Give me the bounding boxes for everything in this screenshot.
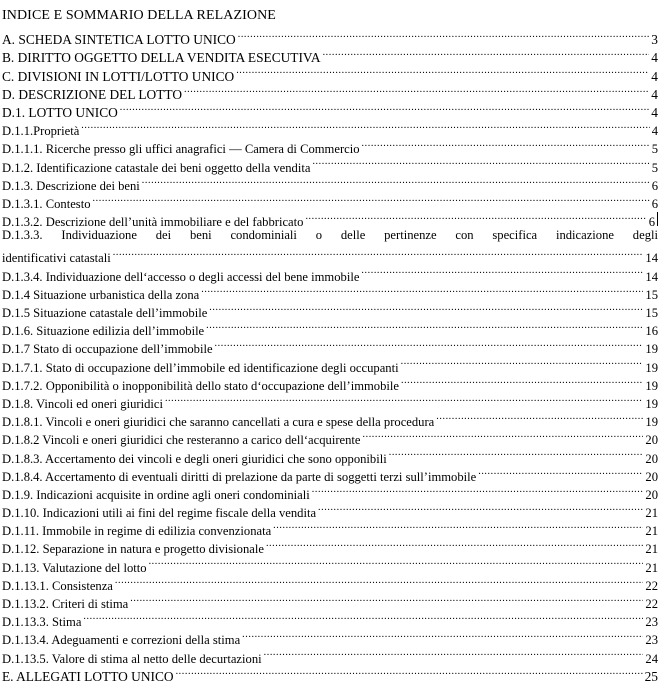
toc-entry-label: D.1.13.2. Criteri di stima (2, 597, 129, 611)
dot-leader (361, 426, 644, 444)
dot-leader (204, 317, 643, 335)
dot-leader (236, 26, 650, 44)
toc-entry-page: 20 (645, 469, 658, 484)
toc-entry-label: E. ALLEGATI LOTTO UNICO (2, 668, 174, 684)
toc-entry-page: 23 (645, 633, 658, 648)
toc-entry-page: 22 (645, 578, 658, 593)
dot-leader (140, 172, 650, 190)
toc-entry-page: 21 (645, 506, 658, 521)
toc-entry-label: identificativi catastali (2, 251, 111, 266)
dot-leader (399, 372, 643, 390)
toc-entry-label: D.1.4 Situazione urbanistica della zona (2, 287, 200, 302)
toc-entry-label: D.1.13.3. Stima (2, 615, 82, 630)
toc-entry-label: A. SCHEDA SINTETICA LOTTO UNICO (2, 32, 236, 48)
dot-leader (118, 99, 650, 117)
toc-entry[interactable] (2, 608, 658, 630)
toc-entry-page: 20 (645, 433, 658, 448)
toc-entry-page: 22 (645, 597, 658, 611)
toc-entry-label: D.1.8.1. Vincoli e oneri giuridici che saranno cancellati a cura e spese della procedura (2, 415, 435, 430)
toc-entry-page: 21 (645, 542, 658, 557)
toc-entry-label: D.1.8.3. Accertamento dei vincoli e degli oneri giuridici che sono opponibili (2, 451, 387, 466)
toc-entry-page: 5 (651, 160, 658, 175)
toc-entry-page: 4 (651, 124, 658, 139)
dot-leader (303, 208, 646, 226)
toc-entry-page: 24 (645, 651, 658, 666)
toc-entry-label: D.1.1.1. Ricerche presso gli uffici anagrafici — Camera di Commercio (2, 142, 360, 157)
toc-entry[interactable] (2, 26, 658, 48)
dot-leader (182, 81, 649, 99)
toc-entry[interactable] (2, 135, 658, 157)
toc-entry-page: 23 (645, 615, 658, 630)
toc-entry-label: D.1.3.2. Descrizione dell’unità immobiliare e del fabbricato (2, 215, 304, 230)
toc-entry-page: 25 (644, 668, 658, 684)
toc-entry-label: D.1.1.Proprietà (2, 124, 80, 139)
toc-entry-label: D.1.13.4. Adeguamenti e correzioni della stima (2, 633, 241, 648)
toc-entry-label: D.1.7.1. Stato di occupazione dell’immobile ed identificazione degli occupanti (2, 360, 399, 375)
toc-entry-page: 14 (645, 251, 658, 266)
toc-entry-label: B. DIRITTO OGGETTO DELLA VENDITA ESECUTIVA (2, 50, 321, 66)
toc-entry-label: D.1.3. Descrizione dei beni (2, 178, 140, 193)
toc-entry-page: 19 (645, 396, 658, 411)
toc-entry-label: D.1.2. Identificazione catastale dei beni oggetto della vendita (2, 160, 311, 175)
toc-entry-page: 5 (651, 142, 658, 157)
dot-leader (199, 281, 643, 299)
toc-entry-label: D.1.12. Separazione in natura e progetto divisionale (2, 542, 264, 557)
toc-entry-label: D.1.3.3. Individuazione dei beni condominiali o delle pertinenze con specifica indicazione degli (2, 228, 658, 243)
toc-entry-label: C. DIVISIONI IN LOTTI/LOTTO UNICO (2, 68, 235, 84)
toc-entry-page: 6 (648, 215, 655, 230)
dot-leader (128, 590, 643, 608)
dot-leader (387, 444, 644, 462)
toc-entry-label: D.1.5 Situazione catastale dell’immobile (2, 306, 208, 320)
toc-entry-page: 4 (651, 86, 658, 102)
toc-entry-page: 20 (645, 451, 658, 466)
toc-entry-label: D.1.7.2. Opponibilità o inopponibilità dello stato d‘occupazione dell’immobile (2, 378, 399, 393)
dot-leader (91, 190, 650, 208)
toc-entry-page: 15 (645, 306, 658, 320)
dot-leader (434, 408, 643, 426)
toc-entry[interactable] (2, 626, 658, 648)
toc-entry-label: D. DESCRIZIONE DEL LOTTO (2, 86, 183, 102)
toc-entry[interactable] (2, 117, 658, 139)
dot-leader (174, 663, 643, 681)
dot-leader (316, 499, 643, 517)
dot-leader (360, 135, 650, 153)
toc-list (2, 26, 658, 684)
dot-leader (240, 626, 643, 644)
dot-leader (111, 244, 644, 262)
toc-entry-page: 6 (651, 196, 658, 211)
toc-title: INDICE E SOMMARIO DELLA RELAZIONE (2, 8, 276, 23)
toc-entry-label: D.1.13. Valutazione del lotto (2, 560, 147, 575)
dot-leader (79, 117, 649, 135)
dot-leader (81, 608, 643, 626)
toc-entry-page: 4 (651, 104, 658, 120)
dot-leader (163, 390, 643, 408)
toc-entry[interactable] (2, 208, 658, 230)
dot-leader (271, 517, 643, 535)
dot-leader (321, 44, 650, 62)
toc-entry-label: D.1.11. Immobile in regime di edilizia convenzionata (2, 524, 272, 539)
dot-leader (399, 353, 644, 371)
toc-entry-page: 15 (645, 287, 658, 302)
dot-leader (213, 335, 644, 353)
toc-entry-label: D.1.13.5. Valore di stima al netto delle decurtazioni (2, 651, 262, 666)
toc-entry-label: D.1. LOTTO UNICO (2, 104, 118, 120)
toc-entry-label: D.1.3.4. Individuazione dell‘accesso o degli accessi del bene immobile (2, 269, 360, 284)
toc-entry-label: D.1.3.1. Contesto (2, 196, 91, 211)
toc-entry-page: 19 (645, 378, 658, 393)
text-cursor (657, 212, 658, 226)
dot-leader (476, 463, 643, 481)
toc-entry-label: D.1.10. Indicazioni utili ai fini del regime fiscale della vendita (2, 506, 317, 521)
toc-entry-page: 3 (651, 32, 658, 48)
dot-leader (310, 153, 649, 171)
toc-entry[interactable] (2, 244, 658, 266)
dot-leader (207, 299, 643, 317)
toc-entry-label: D.1.9. Indicazioni acquisite in ordine agli oneri condominiali (2, 487, 310, 502)
toc-entry-page: 20 (645, 487, 658, 502)
toc-entry-label: D.1.13.1. Consistenza (2, 578, 113, 593)
dot-leader (113, 572, 644, 590)
toc-entry-page: 6 (651, 178, 658, 193)
toc-entry-page: 19 (645, 342, 658, 357)
toc-entry-page: 16 (645, 324, 658, 339)
toc-entry-page: 19 (645, 415, 658, 430)
dot-leader (262, 644, 644, 662)
dot-leader (264, 535, 643, 553)
dot-leader (234, 62, 649, 80)
toc-entry-page: 19 (645, 360, 658, 375)
toc-entry[interactable] (2, 190, 658, 211)
toc-entry-page: 14 (645, 269, 658, 284)
toc-entry-page: 21 (645, 560, 658, 575)
toc-entry-page: 21 (645, 524, 658, 539)
dot-leader (147, 553, 644, 571)
toc-entry-label: D.1.8.4. Accertamento di eventuali diritti di prelazione da parte di soggetti terzi sull’immobile (2, 469, 477, 484)
toc-entry-label: D.1.6. Situazione edilizia dell’immobile (2, 324, 205, 339)
toc-entry-page: 4 (651, 50, 658, 66)
toc-entry-label: D.1.8.2 Vincoli e oneri giuridici che resteranno a carico dell‘acquirente (2, 433, 361, 448)
toc-entry-page: 4 (651, 68, 658, 84)
toc-entry-label: D.1.8. Vincoli ed oneri giuridici (2, 396, 163, 411)
toc-entry[interactable] (2, 226, 658, 244)
dot-leader (359, 262, 643, 280)
toc-entry-label: D.1.7 Stato di occupazione dell’immobile (2, 342, 213, 357)
dot-leader (310, 481, 644, 499)
